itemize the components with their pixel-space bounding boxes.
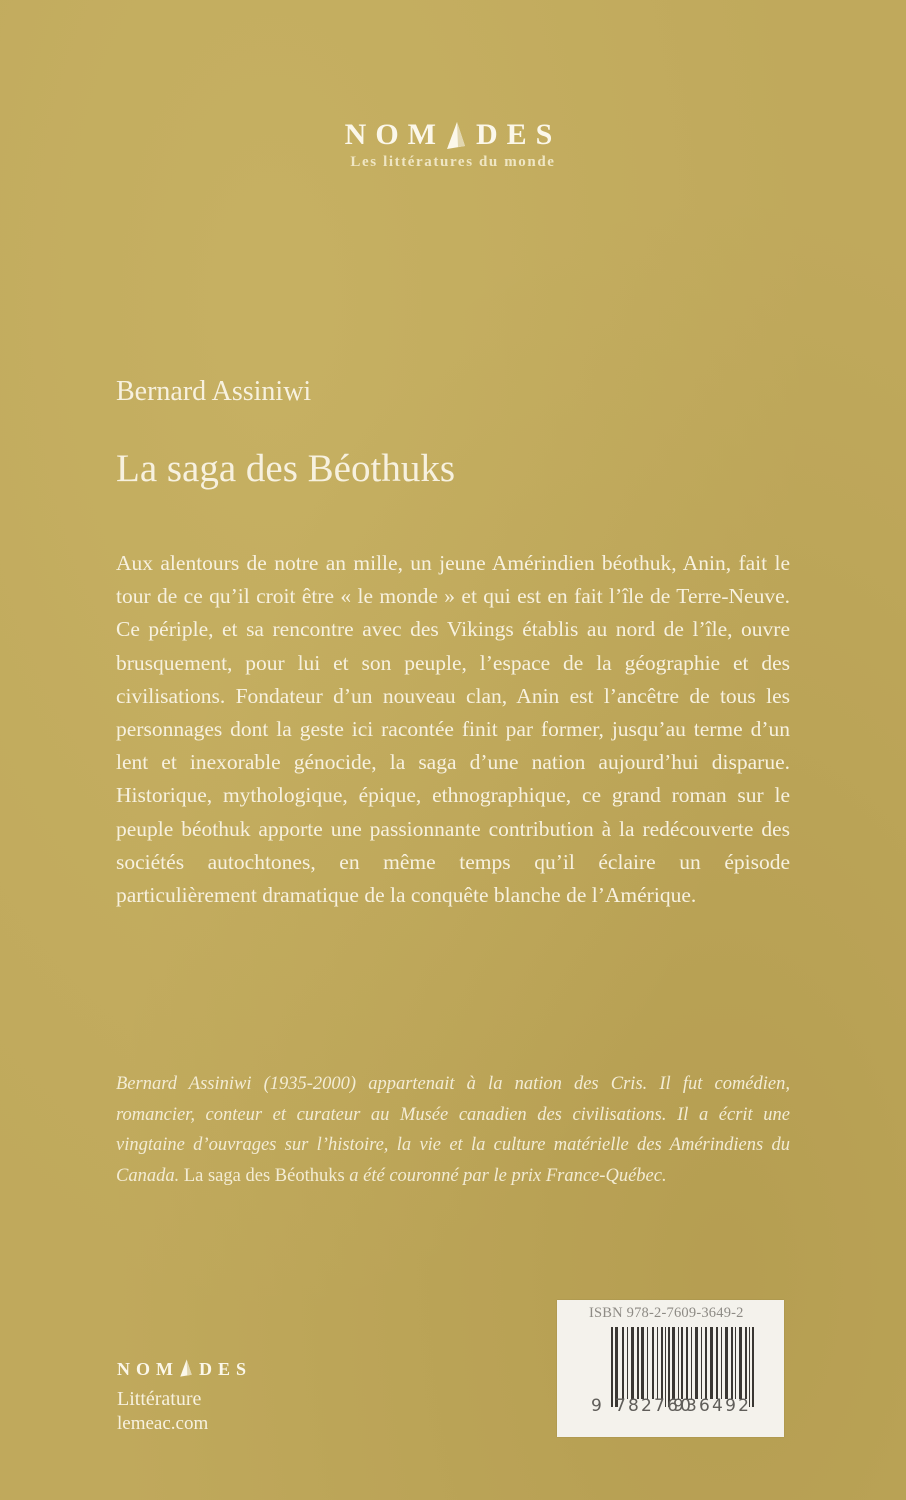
series-logo-bottom [117, 1359, 252, 1436]
isbn-barcode-panel [557, 1300, 784, 1437]
barcode-icon [557, 1300, 784, 1437]
ean-group-1: 782760 [615, 1396, 694, 1416]
wordmark-right: DES [199, 1359, 253, 1379]
wordmark-left: NOM [344, 118, 445, 151]
series-tagline: Les littératures du monde [350, 154, 556, 170]
book-title: La saga des Béothuks [116, 447, 456, 490]
author-bio [116, 1069, 790, 1191]
publisher-website: lemeac.com [117, 1413, 209, 1434]
ean-first-digit: 9 [591, 1396, 605, 1416]
nomades-triangle-logo-icon [179, 1359, 193, 1379]
author-name: Bernard Assiniwi [116, 376, 312, 407]
bio-title-reference: La saga des Béothuks [179, 1165, 345, 1186]
series-wordmark-small [117, 1359, 252, 1379]
wordmark-left: NOM [117, 1359, 179, 1379]
nomades-triangle-logo-icon [445, 122, 467, 152]
ean-group-2: 936492 [673, 1396, 752, 1416]
wordmark-right: DES [475, 118, 562, 151]
author-bio-text: Bernard Assiniwi (1935-2000) appartenait à la nation des Cris. Il fut comédien, romancier, conteur et curateur au Musée canadien des civilisations. Il a écrit une vingtaine d’ouvrages sur l’histoire, la vie et la culture matérielle des Amérindiens du Canada. [116, 1074, 790, 1186]
author-bio-award: a été couronné par le prix France-Québec. [344, 1165, 667, 1186]
book-summary: Aux alentours de notre an mille, un jeune Amérindien béothuk, Anin, fait le tour de ce qu’il croit être « le monde » et qui est en fait l’île de Terre-Neuve. Ce périple, et sa rencontre avec des Vikings établis au nord de l’île, ouvre brusquement, pour lui et son peuple, l’espace de la géographie et des civilisations. Fondateur d’un nouveau clan, Anin est l’ancêtre de tous les personnages dont la geste ici racontée finit par former, jusqu’au terme d’un lent et inexorable génocide, la saga d’une nation aujourd’hui disparue. Historique, mythologique, épique, ethnographique, ce grand roman sur le peuple béothuk apporte une passionnante contribution à la redécouverte des sociétés autochtones, en même temps qu’il éclaire un épisode particulièrement dramatique de la conquête blanche de l’Amérique. [116, 551, 790, 908]
imprint-label: Littérature [117, 1388, 202, 1410]
series-wordmark [345, 118, 562, 152]
isbn-label: ISBN 978-2-7609-3649-2 [589, 1305, 744, 1321]
series-logo-top [0, 118, 906, 171]
